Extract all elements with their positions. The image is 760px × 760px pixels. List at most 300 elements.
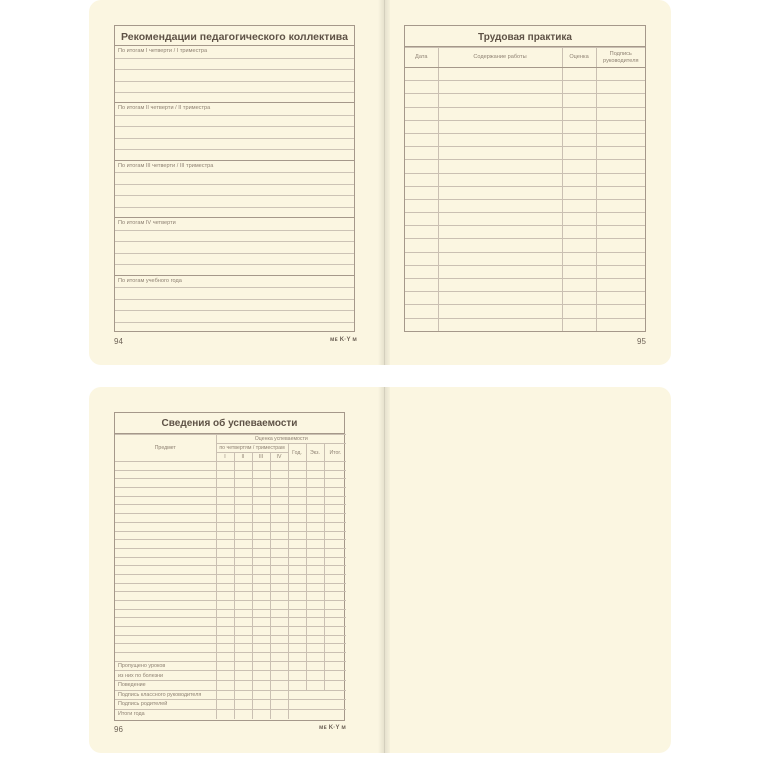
- table-cell[interactable]: [288, 690, 346, 700]
- table-cell[interactable]: [596, 252, 645, 265]
- table-cell[interactable]: [115, 522, 216, 531]
- table-cell[interactable]: [324, 653, 346, 662]
- table-cell[interactable]: [438, 107, 562, 120]
- table-cell[interactable]: [216, 514, 234, 523]
- table-cell[interactable]: [405, 107, 438, 120]
- table-cell[interactable]: [234, 470, 252, 479]
- table-cell[interactable]: [438, 279, 562, 292]
- table-cell[interactable]: [288, 671, 306, 681]
- table-cell[interactable]: [252, 609, 270, 618]
- table-cell[interactable]: [115, 618, 216, 627]
- table-cell[interactable]: [270, 661, 288, 671]
- table-cell[interactable]: [324, 635, 346, 644]
- table-cell[interactable]: [216, 609, 234, 618]
- table-cell[interactable]: [306, 583, 324, 592]
- table-cell[interactable]: [324, 557, 346, 566]
- table-cell[interactable]: [216, 681, 234, 691]
- table-cell[interactable]: [438, 81, 562, 94]
- table-cell[interactable]: [405, 160, 438, 173]
- table-cell[interactable]: [252, 540, 270, 549]
- table-cell[interactable]: [288, 566, 306, 575]
- table-cell[interactable]: [306, 653, 324, 662]
- table-cell[interactable]: [216, 635, 234, 644]
- table-cell[interactable]: [405, 68, 438, 81]
- table-cell[interactable]: [288, 574, 306, 583]
- table-cell[interactable]: [596, 147, 645, 160]
- table-cell[interactable]: [306, 557, 324, 566]
- table-cell[interactable]: [405, 186, 438, 199]
- table-cell[interactable]: [405, 252, 438, 265]
- table-cell[interactable]: [288, 462, 306, 471]
- table-cell[interactable]: [562, 147, 596, 160]
- table-cell[interactable]: [216, 653, 234, 662]
- table-cell[interactable]: [216, 661, 234, 671]
- table-cell[interactable]: [234, 635, 252, 644]
- table-cell[interactable]: [115, 566, 216, 575]
- table-cell[interactable]: [288, 470, 306, 479]
- table-cell[interactable]: [270, 531, 288, 540]
- table-cell[interactable]: [252, 548, 270, 557]
- table-cell[interactable]: [562, 120, 596, 133]
- table-cell[interactable]: [288, 709, 346, 719]
- table-cell[interactable]: [306, 635, 324, 644]
- table-cell[interactable]: [252, 661, 270, 671]
- table-cell[interactable]: [270, 618, 288, 627]
- table-cell[interactable]: [562, 226, 596, 239]
- table-cell[interactable]: [306, 540, 324, 549]
- table-cell[interactable]: [438, 173, 562, 186]
- table-cell[interactable]: [216, 644, 234, 653]
- table-cell[interactable]: [324, 496, 346, 505]
- table-cell[interactable]: [288, 505, 306, 514]
- table-cell[interactable]: [596, 133, 645, 146]
- table-cell[interactable]: [252, 627, 270, 636]
- table-cell[interactable]: [324, 644, 346, 653]
- table-cell[interactable]: [306, 566, 324, 575]
- table-cell[interactable]: [438, 133, 562, 146]
- table-cell[interactable]: [270, 557, 288, 566]
- table-cell[interactable]: [270, 601, 288, 610]
- table-cell[interactable]: [596, 160, 645, 173]
- table-cell[interactable]: [405, 120, 438, 133]
- table-cell[interactable]: [115, 488, 216, 497]
- table-cell[interactable]: [216, 700, 234, 710]
- table-cell[interactable]: [270, 496, 288, 505]
- table-cell[interactable]: [306, 592, 324, 601]
- table-cell[interactable]: [115, 540, 216, 549]
- table-cell[interactable]: [234, 609, 252, 618]
- table-cell[interactable]: [252, 635, 270, 644]
- table-cell[interactable]: [306, 618, 324, 627]
- table-cell[interactable]: [306, 627, 324, 636]
- table-cell[interactable]: [562, 107, 596, 120]
- table-cell[interactable]: [270, 514, 288, 523]
- table-cell[interactable]: [438, 239, 562, 252]
- table-cell[interactable]: [115, 531, 216, 540]
- table-cell[interactable]: [324, 661, 346, 671]
- table-cell[interactable]: [270, 609, 288, 618]
- table-cell[interactable]: [306, 548, 324, 557]
- table-cell[interactable]: [596, 120, 645, 133]
- table-cell[interactable]: [405, 173, 438, 186]
- table-cell[interactable]: [270, 671, 288, 681]
- table-cell[interactable]: [405, 292, 438, 305]
- table-cell[interactable]: [438, 147, 562, 160]
- table-cell[interactable]: [234, 522, 252, 531]
- table-cell[interactable]: [288, 531, 306, 540]
- table-cell[interactable]: [324, 522, 346, 531]
- table-cell[interactable]: [306, 531, 324, 540]
- table-cell[interactable]: [405, 279, 438, 292]
- table-cell[interactable]: [405, 94, 438, 107]
- table-cell[interactable]: [306, 505, 324, 514]
- table-cell[interactable]: [115, 627, 216, 636]
- table-cell[interactable]: [306, 462, 324, 471]
- table-cell[interactable]: [306, 470, 324, 479]
- table-cell[interactable]: [216, 479, 234, 488]
- table-cell[interactable]: [234, 531, 252, 540]
- table-cell[interactable]: [596, 68, 645, 81]
- table-cell[interactable]: [562, 265, 596, 278]
- table-cell[interactable]: [270, 700, 288, 710]
- table-cell[interactable]: [270, 635, 288, 644]
- table-cell[interactable]: [306, 522, 324, 531]
- table-cell[interactable]: [288, 557, 306, 566]
- table-cell[interactable]: [270, 479, 288, 488]
- table-cell[interactable]: [562, 279, 596, 292]
- table-cell[interactable]: [288, 635, 306, 644]
- table-cell[interactable]: [216, 505, 234, 514]
- table-cell[interactable]: [288, 681, 306, 691]
- table-cell[interactable]: [234, 462, 252, 471]
- table-cell[interactable]: [270, 627, 288, 636]
- table-cell[interactable]: [270, 709, 288, 719]
- table-cell[interactable]: [306, 609, 324, 618]
- table-cell[interactable]: [252, 671, 270, 681]
- table-cell[interactable]: [438, 318, 562, 331]
- table-cell[interactable]: [115, 470, 216, 479]
- table-cell[interactable]: [252, 601, 270, 610]
- table-cell[interactable]: [596, 107, 645, 120]
- table-cell[interactable]: [596, 279, 645, 292]
- table-cell[interactable]: [288, 653, 306, 662]
- table-cell[interactable]: [596, 265, 645, 278]
- table-cell[interactable]: [324, 592, 346, 601]
- table-cell[interactable]: [438, 292, 562, 305]
- table-cell[interactable]: [438, 226, 562, 239]
- table-cell[interactable]: [270, 574, 288, 583]
- table-cell[interactable]: [562, 186, 596, 199]
- table-cell[interactable]: [216, 709, 234, 719]
- table-cell[interactable]: [306, 681, 324, 691]
- table-cell[interactable]: [252, 700, 270, 710]
- table-cell[interactable]: [288, 627, 306, 636]
- table-cell[interactable]: [562, 68, 596, 81]
- table-cell[interactable]: [324, 531, 346, 540]
- table-cell[interactable]: [562, 133, 596, 146]
- table-cell[interactable]: [252, 583, 270, 592]
- table-cell[interactable]: [234, 690, 252, 700]
- table-cell[interactable]: [270, 653, 288, 662]
- table-cell[interactable]: [324, 609, 346, 618]
- table-cell[interactable]: [324, 583, 346, 592]
- table-cell[interactable]: [596, 186, 645, 199]
- table-cell[interactable]: [216, 548, 234, 557]
- table-cell[interactable]: [306, 661, 324, 671]
- table-cell[interactable]: [306, 488, 324, 497]
- table-cell[interactable]: [596, 292, 645, 305]
- table-cell[interactable]: [324, 627, 346, 636]
- table-cell[interactable]: [115, 592, 216, 601]
- table-cell[interactable]: [270, 592, 288, 601]
- table-cell[interactable]: [216, 690, 234, 700]
- table-cell[interactable]: [115, 574, 216, 583]
- table-cell[interactable]: [438, 68, 562, 81]
- table-cell[interactable]: [216, 496, 234, 505]
- table-cell[interactable]: [234, 627, 252, 636]
- table-cell[interactable]: [324, 601, 346, 610]
- table-cell[interactable]: [270, 644, 288, 653]
- table-cell[interactable]: [562, 239, 596, 252]
- table-cell[interactable]: [216, 627, 234, 636]
- table-cell[interactable]: [252, 681, 270, 691]
- table-cell[interactable]: [115, 514, 216, 523]
- table-cell[interactable]: [596, 239, 645, 252]
- table-cell[interactable]: [270, 462, 288, 471]
- table-cell[interactable]: [234, 644, 252, 653]
- table-cell[interactable]: [288, 514, 306, 523]
- table-cell[interactable]: [562, 81, 596, 94]
- table-cell[interactable]: [115, 635, 216, 644]
- table-cell[interactable]: [216, 618, 234, 627]
- table-cell[interactable]: [270, 583, 288, 592]
- table-cell[interactable]: [288, 609, 306, 618]
- table-cell[interactable]: [405, 226, 438, 239]
- table-cell[interactable]: [216, 592, 234, 601]
- table-cell[interactable]: [438, 265, 562, 278]
- table-cell[interactable]: [288, 644, 306, 653]
- table-cell[interactable]: [216, 462, 234, 471]
- table-cell[interactable]: [216, 522, 234, 531]
- table-cell[interactable]: [252, 479, 270, 488]
- table-cell[interactable]: [216, 583, 234, 592]
- table-cell[interactable]: [252, 566, 270, 575]
- table-cell[interactable]: [306, 644, 324, 653]
- table-cell[interactable]: [270, 470, 288, 479]
- table-cell[interactable]: [252, 644, 270, 653]
- table-cell[interactable]: [562, 318, 596, 331]
- table-cell[interactable]: [562, 305, 596, 318]
- table-cell[interactable]: [115, 496, 216, 505]
- table-cell[interactable]: [438, 305, 562, 318]
- table-cell[interactable]: [405, 213, 438, 226]
- table-cell[interactable]: [596, 94, 645, 107]
- table-cell[interactable]: [562, 94, 596, 107]
- table-cell[interactable]: [438, 120, 562, 133]
- table-cell[interactable]: [115, 601, 216, 610]
- table-cell[interactable]: [306, 601, 324, 610]
- table-cell[interactable]: [216, 566, 234, 575]
- table-cell[interactable]: [234, 671, 252, 681]
- table-cell[interactable]: [270, 522, 288, 531]
- table-cell[interactable]: [270, 681, 288, 691]
- table-cell[interactable]: [288, 488, 306, 497]
- table-cell[interactable]: [115, 505, 216, 514]
- table-cell[interactable]: [234, 618, 252, 627]
- table-cell[interactable]: [216, 488, 234, 497]
- table-cell[interactable]: [596, 213, 645, 226]
- table-cell[interactable]: [234, 583, 252, 592]
- table-cell[interactable]: [234, 488, 252, 497]
- table-cell[interactable]: [252, 462, 270, 471]
- table-cell[interactable]: [306, 671, 324, 681]
- table-cell[interactable]: [324, 462, 346, 471]
- table-cell[interactable]: [234, 479, 252, 488]
- table-cell[interactable]: [288, 540, 306, 549]
- table-cell[interactable]: [252, 522, 270, 531]
- table-cell[interactable]: [288, 700, 346, 710]
- table-cell[interactable]: [234, 505, 252, 514]
- table-cell[interactable]: [438, 160, 562, 173]
- table-cell[interactable]: [596, 199, 645, 212]
- table-cell[interactable]: [288, 522, 306, 531]
- table-cell[interactable]: [270, 690, 288, 700]
- table-cell[interactable]: [252, 709, 270, 719]
- table-cell[interactable]: [252, 618, 270, 627]
- table-cell[interactable]: [234, 661, 252, 671]
- table-cell[interactable]: [252, 653, 270, 662]
- table-cell[interactable]: [405, 305, 438, 318]
- table-cell[interactable]: [324, 470, 346, 479]
- table-cell[interactable]: [115, 583, 216, 592]
- table-cell[interactable]: [234, 709, 252, 719]
- table-cell[interactable]: [234, 601, 252, 610]
- table-cell[interactable]: [252, 690, 270, 700]
- table-cell[interactable]: [438, 186, 562, 199]
- table-cell[interactable]: [115, 609, 216, 618]
- table-cell[interactable]: [306, 514, 324, 523]
- table-cell[interactable]: [562, 173, 596, 186]
- table-cell[interactable]: [216, 601, 234, 610]
- table-cell[interactable]: [405, 318, 438, 331]
- table-cell[interactable]: [252, 488, 270, 497]
- table-cell[interactable]: [324, 540, 346, 549]
- table-cell[interactable]: [252, 514, 270, 523]
- table-cell[interactable]: [288, 583, 306, 592]
- table-cell[interactable]: [306, 479, 324, 488]
- table-cell[interactable]: [216, 470, 234, 479]
- table-cell[interactable]: [324, 574, 346, 583]
- table-cell[interactable]: [252, 592, 270, 601]
- table-cell[interactable]: [306, 574, 324, 583]
- table-cell[interactable]: [270, 488, 288, 497]
- table-cell[interactable]: [438, 94, 562, 107]
- table-cell[interactable]: [234, 592, 252, 601]
- table-cell[interactable]: [288, 548, 306, 557]
- table-cell[interactable]: [596, 81, 645, 94]
- table-cell[interactable]: [252, 531, 270, 540]
- table-cell[interactable]: [115, 462, 216, 471]
- table-cell[interactable]: [405, 199, 438, 212]
- table-cell[interactable]: [115, 644, 216, 653]
- table-cell[interactable]: [562, 213, 596, 226]
- table-cell[interactable]: [234, 700, 252, 710]
- table-cell[interactable]: [288, 661, 306, 671]
- table-cell[interactable]: [270, 548, 288, 557]
- table-cell[interactable]: [596, 305, 645, 318]
- table-cell[interactable]: [324, 488, 346, 497]
- table-cell[interactable]: [306, 496, 324, 505]
- table-cell[interactable]: [562, 252, 596, 265]
- table-cell[interactable]: [324, 566, 346, 575]
- table-cell[interactable]: [288, 592, 306, 601]
- table-cell[interactable]: [234, 574, 252, 583]
- table-cell[interactable]: [324, 514, 346, 523]
- table-cell[interactable]: [596, 226, 645, 239]
- table-cell[interactable]: [252, 557, 270, 566]
- table-cell[interactable]: [234, 653, 252, 662]
- table-cell[interactable]: [234, 548, 252, 557]
- table-cell[interactable]: [234, 566, 252, 575]
- table-cell[interactable]: [288, 479, 306, 488]
- table-cell[interactable]: [270, 540, 288, 549]
- table-cell[interactable]: [438, 199, 562, 212]
- table-cell[interactable]: [216, 531, 234, 540]
- table-cell[interactable]: [562, 160, 596, 173]
- table-cell[interactable]: [288, 618, 306, 627]
- table-cell[interactable]: [234, 540, 252, 549]
- table-cell[interactable]: [216, 557, 234, 566]
- table-cell[interactable]: [596, 173, 645, 186]
- table-cell[interactable]: [288, 601, 306, 610]
- table-cell[interactable]: [438, 213, 562, 226]
- table-cell[interactable]: [234, 681, 252, 691]
- table-cell[interactable]: [234, 557, 252, 566]
- table-cell[interactable]: [405, 133, 438, 146]
- table-cell[interactable]: [216, 540, 234, 549]
- table-cell[interactable]: [324, 548, 346, 557]
- table-cell[interactable]: [115, 557, 216, 566]
- table-cell[interactable]: [405, 265, 438, 278]
- table-cell[interactable]: [115, 653, 216, 662]
- table-cell[interactable]: [115, 479, 216, 488]
- table-cell[interactable]: [596, 318, 645, 331]
- table-cell[interactable]: [438, 252, 562, 265]
- table-cell[interactable]: [234, 496, 252, 505]
- table-cell[interactable]: [216, 574, 234, 583]
- table-cell[interactable]: [405, 239, 438, 252]
- table-cell[interactable]: [405, 81, 438, 94]
- table-cell[interactable]: [405, 147, 438, 160]
- table-cell[interactable]: [234, 514, 252, 523]
- table-cell[interactable]: [115, 548, 216, 557]
- table-cell[interactable]: [562, 292, 596, 305]
- table-cell[interactable]: [252, 496, 270, 505]
- table-cell[interactable]: [324, 671, 346, 681]
- table-cell[interactable]: [324, 479, 346, 488]
- table-cell[interactable]: [288, 496, 306, 505]
- table-cell[interactable]: [252, 574, 270, 583]
- table-cell[interactable]: [324, 681, 346, 691]
- table-cell[interactable]: [252, 470, 270, 479]
- table-cell[interactable]: [324, 505, 346, 514]
- table-cell[interactable]: [252, 505, 270, 514]
- table-cell[interactable]: [562, 199, 596, 212]
- table-cell[interactable]: [270, 505, 288, 514]
- table-cell[interactable]: [324, 618, 346, 627]
- table-cell[interactable]: [270, 566, 288, 575]
- table-cell[interactable]: [216, 671, 234, 681]
